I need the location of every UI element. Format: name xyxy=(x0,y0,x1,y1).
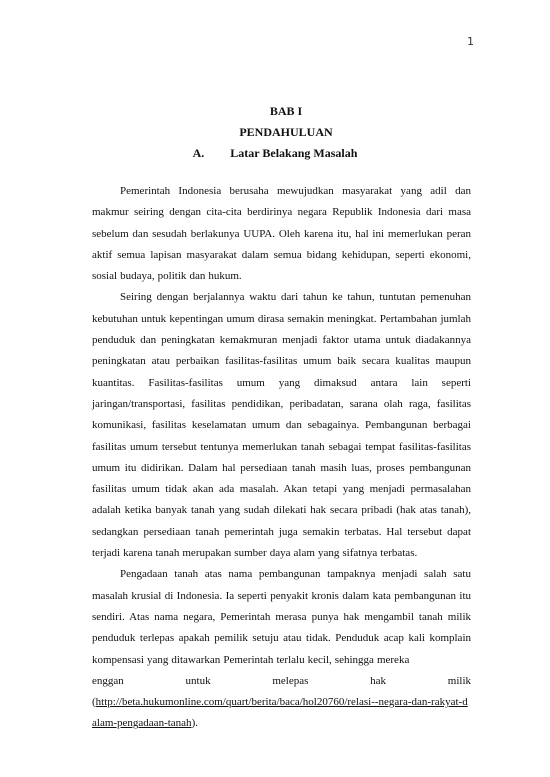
reference-link[interactable]: http://beta.hukumonline.com/quart/berita/baca/hol20760/relasi--negara-dan-rakyat-dalam-pengadaan-tanah xyxy=(92,696,468,730)
paragraph-2: Seiring dengan berjalannya waktu dari tahun ke tahun, tuntutan pemenuhan kebutuhan untuk kepentingan umum dirasa semakin meningkat. Pertambahan jumlah penduduk dan peningkatan kemakmuran menjadi faktor utama untuk diadakannya peningkatan atau perbaikan fasilitas-fasilitas umum baik secara kualitas maupun kuantitas. Fasilitas-fasilitas umum yang dimaksud antara lain seperti jaringan/transportasi, fasilitas pendidikan, peribadatan, sarana olah raga, fasilitas komunikasi, fasilitas keselamatan umum dan sebagainya. Pembangunan berbagai fasilitas umum tersebut tentunya memerlukan tanah sebagai tempat fasilitas-fasilitas umum itu didirikan. Dalam hal persediaan tanah masih luas, proses pembangunan fasilitas umum tidak akan ada masalah. Akan tetapi yang menjadi permasalahan adalah ketika banyak tanah yang sudah dilekati hak secara pribadi (hak atas tanah), sedangkan persediaan tanah pemerintah juga semakin terbatas. Hal tersebut dapat terjadi karena tanah merupakan sumber daya alam yang sifatnya terbatas. xyxy=(92,291,471,560)
paragraph-1: Pemerintah Indonesia berusaha mewujudkan masyarakat yang adil dan makmur seiring dengan cita-cita berdirinya negara Republik Indonesia dari masa sebelum dan sesudah berlakunya UUPA. Oleh karena itu, hal ini memerlukan peran aktif semua lapisan masyarakat dalam semua bidang kehidupan, seperti ekonomi, sosial budaya, politik dan hukum. xyxy=(92,185,471,283)
paragraph-3: Pengadaan tanah atas nama pembangunan tampaknya menjadi salah satu masalah krusial di Indonesia. Ia seperti penyakit kronis dalam kata pembangunan itu sendiri. Atas nama negara, Pemerintah merasa punya hak mengambil tanah milik penduduk terlepas apakah pemilik setuju atau tidak. Penduduk acap kali komplain kompensasi yang ditawarkan Pemerintah terlalu kecil, sehingga mereka xyxy=(92,568,471,666)
chapter-heading: BAB I xyxy=(269,104,303,118)
section-number: A. xyxy=(192,146,205,160)
reference-line: enggan untuk melepas hak milik xyxy=(92,674,471,687)
section-heading xyxy=(0,146,550,161)
reference-citation xyxy=(92,692,471,735)
section-title: Latar Belakang Masalah xyxy=(230,146,358,160)
body-text xyxy=(92,181,471,735)
page-number: 1 xyxy=(467,35,474,48)
reference-open-paren: ( xyxy=(92,696,96,709)
chapter-title: PENDAHULUAN xyxy=(239,125,333,139)
reference-close: ). xyxy=(191,717,198,730)
